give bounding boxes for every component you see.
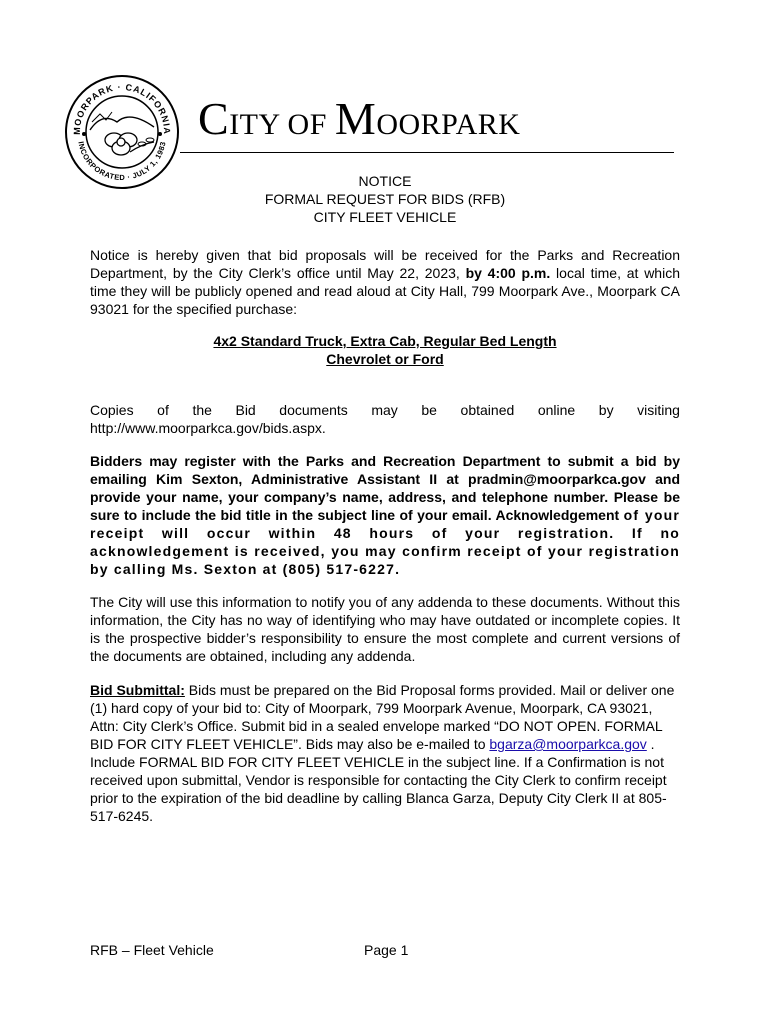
item-heading xyxy=(90,332,680,368)
item-makes: Chevrolet or Ford xyxy=(326,351,444,367)
copies-line: Copies of the Bid documents may be obtained online by visiting xyxy=(90,402,680,418)
registration-paragraph: Bidders may register with the Parks and Recreation Department to submit a bid by emailing Kim Sexton, Administrative Assistant II at pradmin@moorparkca.gov and provide your name, your company’s name, address, and telephone number. Please be sure to include the bid title in the subject line of your email. Acknowledgement of your receipt will occur within 48 hours of your registration. If no acknowledgement is received, you may confirm receipt of your registration by calling Ms. Sexton at (805) 517-6227. xyxy=(90,453,681,577)
intro-paragraph: Notice is hereby given that bid proposals will be received for the Parks and Recreation Department, by the City Clerk’s office until May 22, 2023, by 4:00 p.m. local time, at which time they will be publicly opened and read aloud at City Hall, 799 Moorpark Ave., Moorpark CA 93021 for the specified purchase: xyxy=(90,247,680,317)
seal-bottom-text: INCORPORATED · JULY 1, 1983 xyxy=(76,140,168,183)
copies-paragraph xyxy=(90,401,680,437)
footer-page-number: Page 1 xyxy=(364,942,409,958)
deadline-time: by 4:00 p.m. xyxy=(465,265,551,281)
clerk-email-link[interactable]: bgarza@moorparkca.gov xyxy=(489,736,647,752)
item-description: 4x2 Standard Truck, Extra Cab, Regular Bed Length xyxy=(213,333,557,349)
rfb-subject: CITY FLEET VEHICLE xyxy=(313,209,457,225)
bid-submittal-paragraph: Bid Submittal: Bids must be prepared on the Bid Proposal forms provided. Mail or deliver one (1) hard copy of your bid to: City of Moorpark, 799 Moorpark Avenue, Moorpark, CA 93021, Attn: City Clerk’s Office. Submit bid in a sealed envelope marked “DO NOT OPEN. FORMAL BID FOR CITY FLEET VEHICLE”. Bids may also be e-mailed to bgarza@moorparkca.gov . Include FORMAL BID FOR CITY FLEET VEHICLE in the subject line. If a Confirmation is not received upon submittal, Vendor is responsible for contacting the City Clerk to confirm receipt prior to the expiration of the bid deadline by calling Blanca Garza, Deputy City Clerk II at 805-517-6245. xyxy=(90,682,675,824)
bid-submittal-label: Bid Submittal: xyxy=(90,682,185,698)
notice-label: NOTICE xyxy=(358,173,412,189)
header-divider xyxy=(180,152,674,153)
footer-doc-title: RFB – Fleet Vehicle xyxy=(90,942,214,958)
city-title: CITY OF MOORPARK xyxy=(198,93,521,144)
seal-top-text: MOORPARK · CALIFORNIA xyxy=(71,81,173,135)
city-use-paragraph: The City will use this information to notify you of any addenda to these documents. Without this information, the City has no way of identifying who may have outdated or incomplete copies. It is the prospective bidder’s responsibility to ensure the most complete and current versions of the documents are obtained, including any addenda. xyxy=(90,594,680,664)
bids-url-link[interactable]: http://www.moorparkca.gov/bids.aspx. xyxy=(90,420,326,436)
rfb-label: FORMAL REQUEST FOR BIDS (RFB) xyxy=(264,191,506,207)
notice-heading xyxy=(90,172,680,226)
